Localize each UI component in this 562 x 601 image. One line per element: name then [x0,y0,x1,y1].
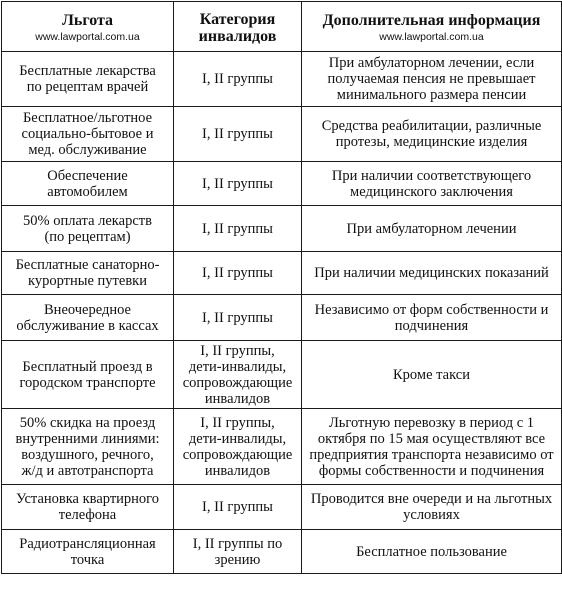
benefit-cell: Обеспечение автомобилем [2,162,174,206]
benefit-cell: Бесплатные санаторно- курортные путевки [2,252,174,295]
benefits-table [1,1,562,574]
info-cell: Кроме такси [302,341,562,409]
info-cell: При наличии соответствующего медицинского заключения [302,162,562,206]
header-benefit [2,2,174,52]
watermark-site: www.lawportal.com.ua [379,30,484,43]
table-row [2,485,562,530]
category-cell: I, II группы [174,485,302,530]
info-cell: При наличии медицинских показаний [302,252,562,295]
benefit-cell: Бесплатное/льготное социально-бытовое и мед. обслуживание [2,107,174,162]
benefit-cell: Бесплатные лекарства по рецептам врачей [2,52,174,107]
category-cell: I, II группы [174,162,302,206]
category-cell: I, II группы [174,206,302,252]
table-row [2,107,562,162]
table-row [2,52,562,107]
info-cell: Независимо от форм собственности и подчинения [302,295,562,341]
benefit-cell: Установка квартирного телефона [2,485,174,530]
category-cell: I, II группы [174,107,302,162]
info-cell: Проводится вне очереди и на льготных условиях [302,485,562,530]
info-cell: Льготную перевозку в период с 1 октября по 15 мая осуществляют все предприятия транспорта независимо от формы собственности и подчинения [302,409,562,485]
header-benefit-label: Льгота [61,11,114,29]
table-row [2,206,562,252]
header-category [174,2,302,52]
table-row [2,162,562,206]
table-row [2,409,562,485]
info-cell: Бесплатное пользование [302,530,562,574]
benefit-cell: Внеочередное обслуживание в кассах [2,295,174,341]
benefit-cell: 50% оплата лекарств (по рецептам) [2,206,174,252]
category-cell: I, II группы [174,295,302,341]
table-header-row [2,2,562,52]
header-info-label: Дополнительная информация [322,11,541,29]
table-row [2,252,562,295]
category-cell: I, II группы по зрению [174,530,302,574]
table-row [2,341,562,409]
info-cell: При амбулаторном лечении, если получаемая пенсия не превышает минимального размера пенсии [302,52,562,107]
header-info [302,2,562,52]
info-cell: При амбулаторном лечении [302,206,562,252]
watermark-site: www.lawportal.com.ua [35,30,140,43]
table-row [2,295,562,341]
benefit-cell: Радиотрансляционная точка [2,530,174,574]
category-cell: I, II группы, дети-инвалиды, сопровождающие инвалидов [174,341,302,409]
table-row [2,530,562,574]
category-cell: I, II группы [174,252,302,295]
header-category-label: Категория инвалидов [198,10,277,45]
info-cell: Средства реабилитации, различные протезы, медицинские изделия [302,107,562,162]
category-cell: I, II группы, дети-инвалиды, сопровождающие инвалидов [174,409,302,485]
benefit-cell: Бесплатный проезд в городском транспорте [2,341,174,409]
benefit-cell: 50% скидка на проезд внутренними линиями: воздушного, речного, ж/д и автотранспорта [2,409,174,485]
category-cell: I, II группы [174,52,302,107]
